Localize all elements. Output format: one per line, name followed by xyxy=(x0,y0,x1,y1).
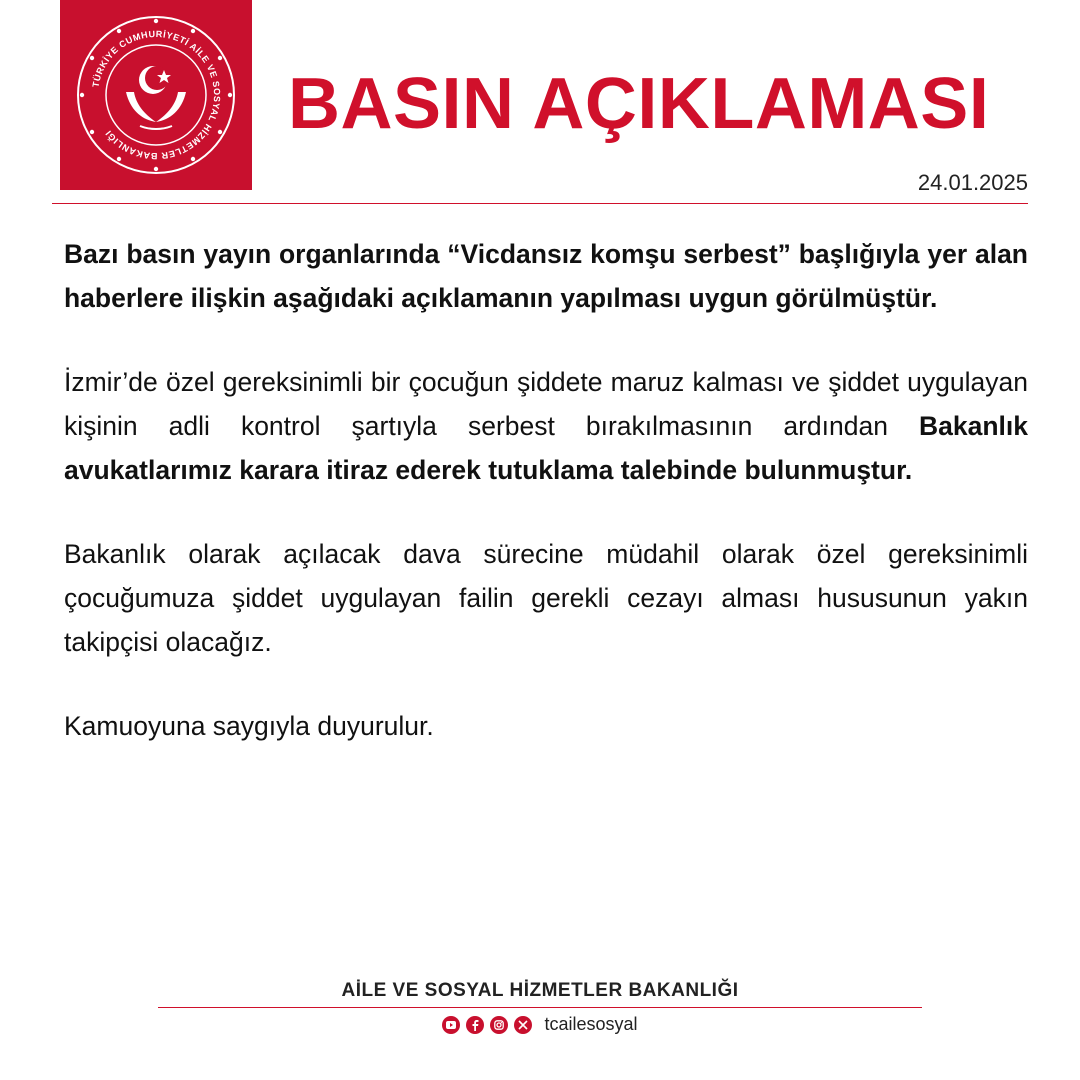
header-divider xyxy=(52,203,1028,204)
social-links xyxy=(0,1014,1080,1035)
statement-emphasis: Bakanlık avukatlarımız karara itiraz ederek tutuklama talebinde bulunmuştur. xyxy=(64,411,1028,485)
statement-paragraph xyxy=(64,360,1028,492)
x-icon[interactable] xyxy=(514,1016,532,1034)
ministry-emblem-icon xyxy=(60,0,252,190)
ministry-logo xyxy=(60,0,252,190)
facebook-icon[interactable] xyxy=(466,1016,484,1034)
statement-text: İzmir’de özel gereksinimli bir çocuğun şiddete maruz kalması ve şiddet uygulayan kişinin adli kontrol şartıyla serbest bırakılmasının ardından xyxy=(64,367,1028,441)
intro-paragraph: Bazı basın yayın organlarında “Vicdansız komşu serbest” başlığıyla yer alan haberlere ilişkin aşağıdaki açıklamanın yapılması uygun görülmüştür. xyxy=(64,239,1028,313)
ministry-name: AİLE VE SOSYAL HİZMETLER BAKANLIĞI xyxy=(341,980,739,1001)
press-release-body xyxy=(64,232,1028,788)
social-handle[interactable]: tcailesosyal xyxy=(544,1014,638,1034)
release-date: 24.01.2025 xyxy=(917,170,1028,195)
commitment-paragraph: Bakanlık olarak açılacak dava sürecine müdahil olarak özel gereksinimli çocuğumuza şiddet uygulayan failin gerekli cezayı alması hususunun yakın takipçisi olacağız. xyxy=(64,539,1028,657)
closing-paragraph: Kamuoyuna saygıyla duyurulur. xyxy=(64,711,434,741)
page-title: BASIN AÇIKLAMASI xyxy=(288,64,990,144)
svg-text:TÜRKİYE CUMHURİYETİ AİLE VE SO: TÜRKİYE CUMHURİYETİ AİLE VE SOSYAL HİZMETLER BAKANLIĞI xyxy=(90,28,223,162)
instagram-icon[interactable] xyxy=(490,1016,508,1034)
footer-divider xyxy=(158,1007,922,1008)
youtube-icon[interactable] xyxy=(442,1016,460,1034)
